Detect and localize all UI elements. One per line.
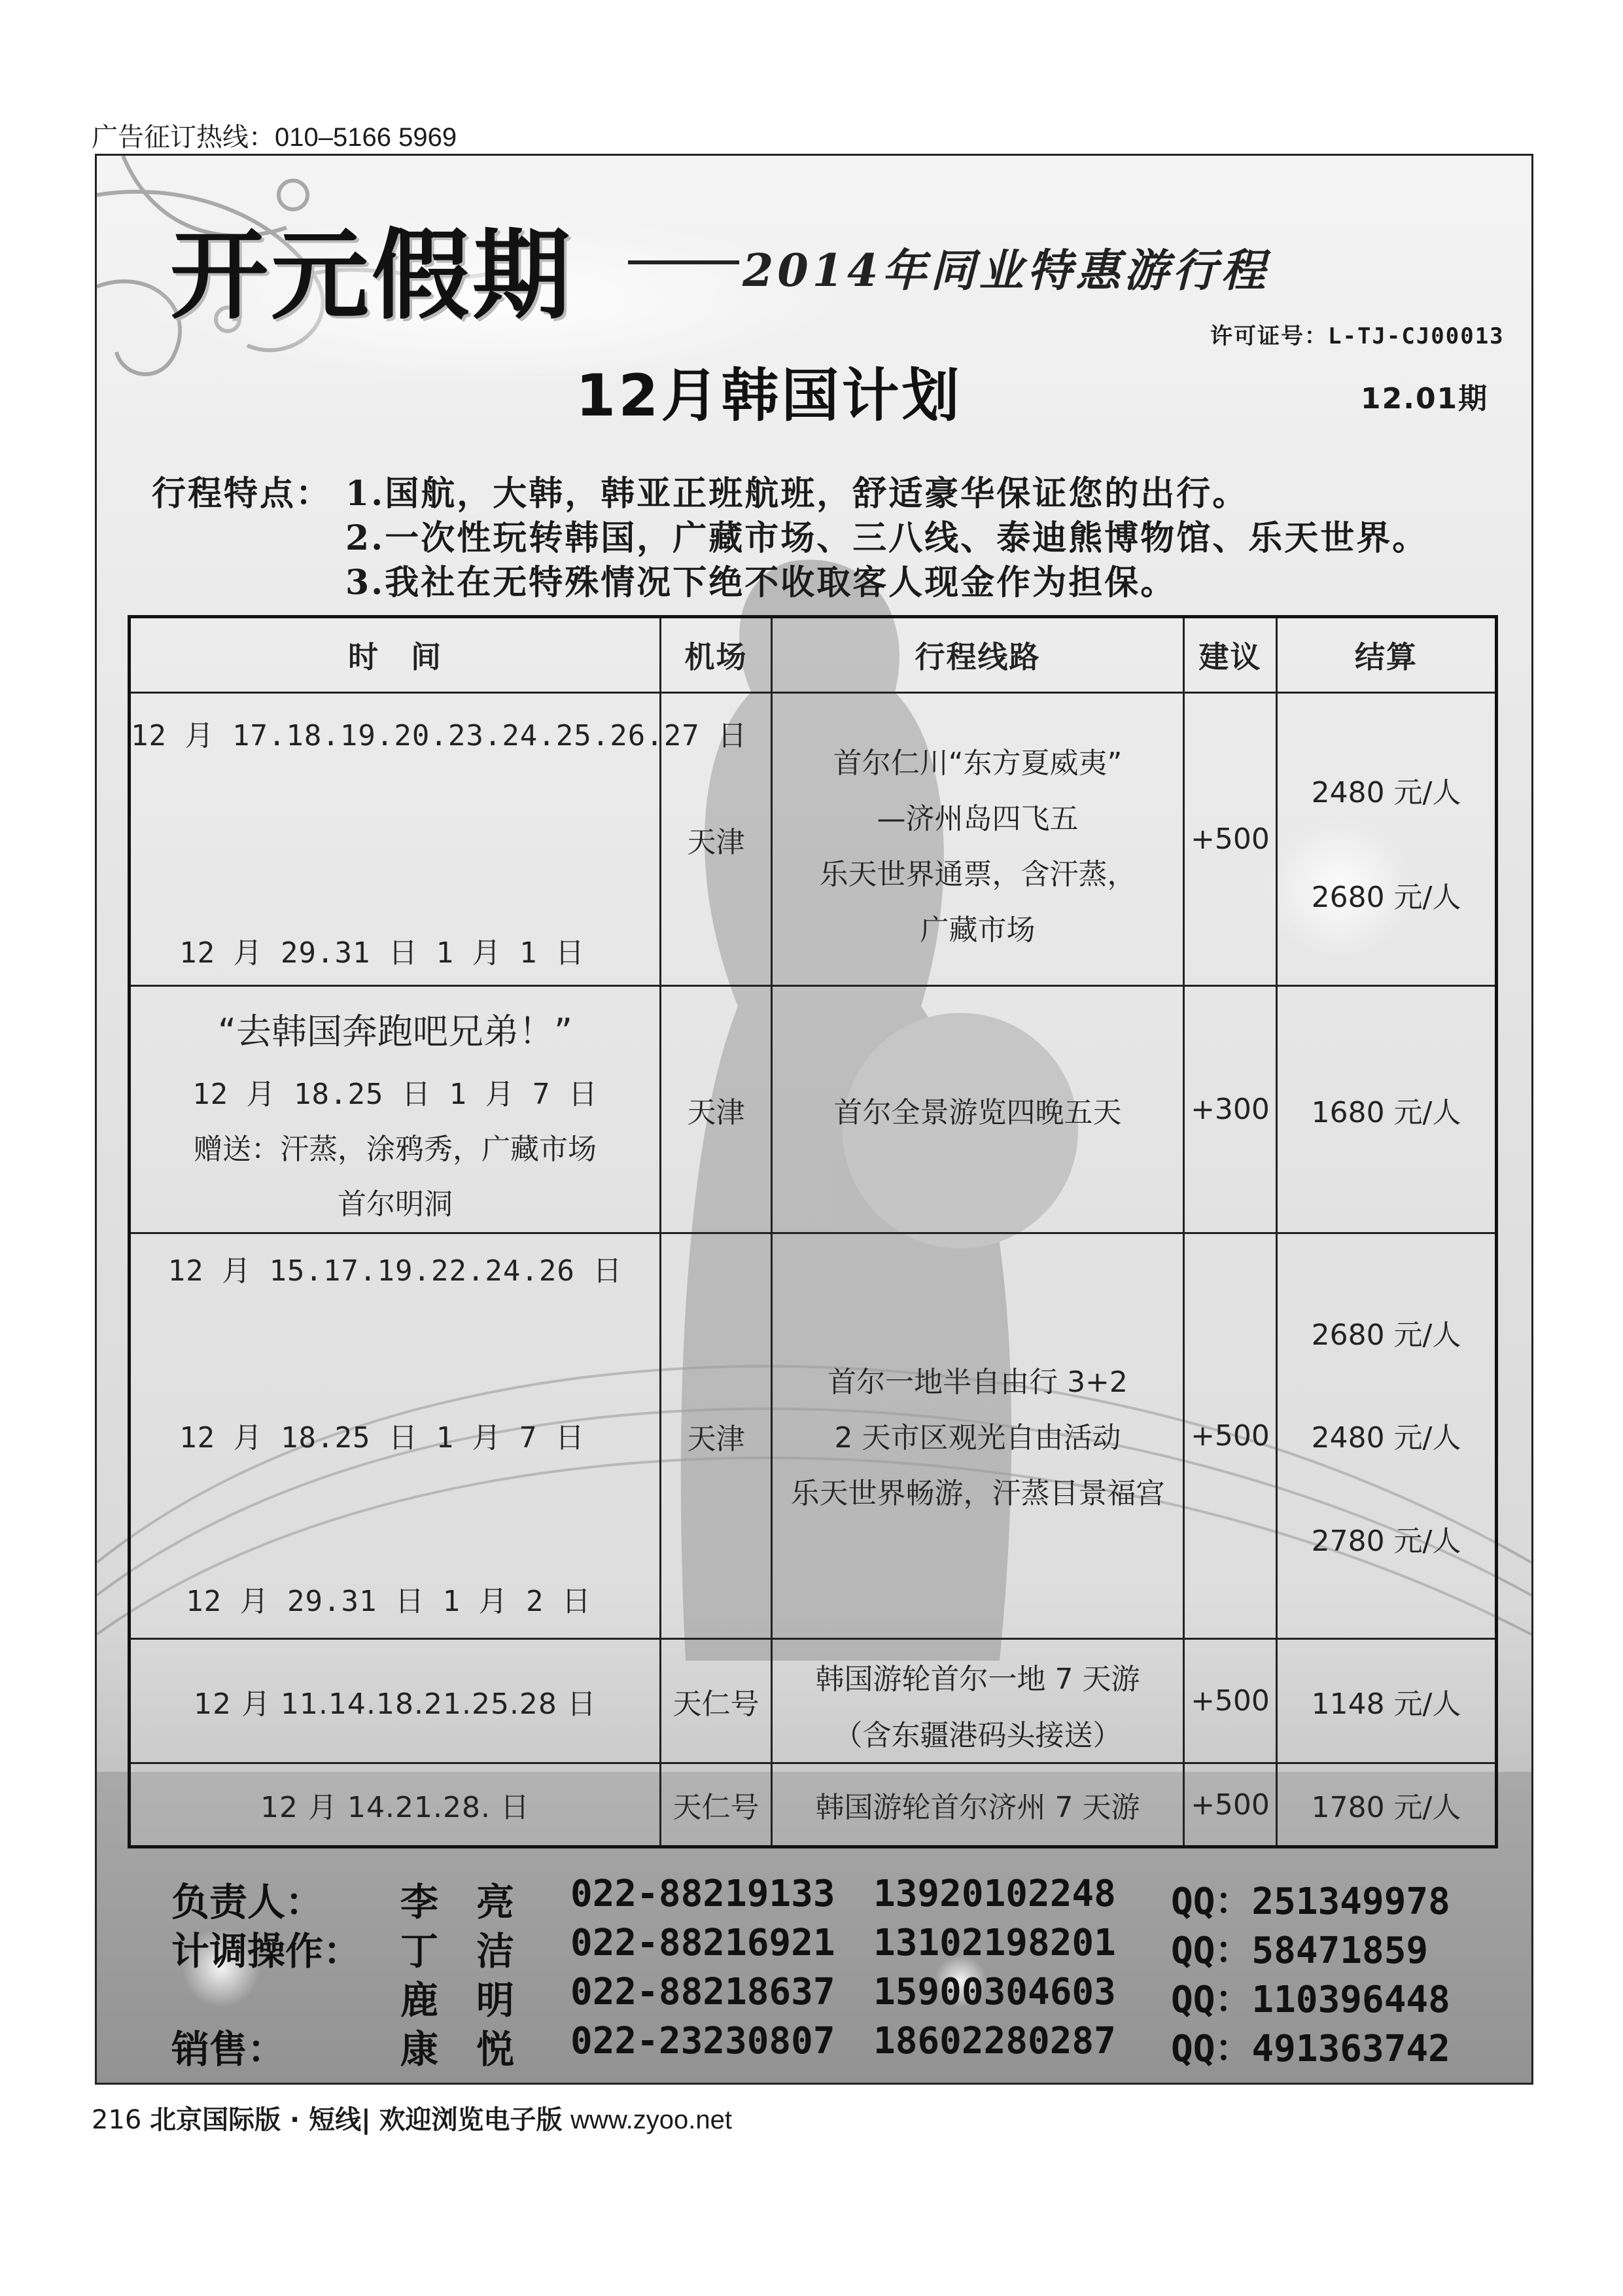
- table-row: [130, 693, 1497, 986]
- departure-dates: 12 月 15.17.19.22.24.26 日: [167, 1254, 623, 1288]
- route-line: 韩国游轮首尔济州 7 天游: [772, 1763, 1184, 1847]
- departure-dates: 12 月 11.14.18.21.25.28 日: [130, 1639, 661, 1763]
- contact-qq: QQ：58471859: [1171, 1930, 1429, 1972]
- header-suggest: 建议: [1184, 617, 1277, 693]
- airport: 天仁号: [661, 1763, 772, 1847]
- license-number: 许可证号：L-TJ-CJ00013: [1210, 323, 1505, 349]
- promo-slogan: “去韩国奔跑吧兄弟！”: [218, 1011, 572, 1052]
- header-airport: 机场: [661, 617, 772, 693]
- contact-phone: 022-88219133: [570, 1873, 835, 1915]
- contact-qq: QQ：491363742: [1171, 2028, 1450, 2070]
- suggest-markup: +500: [1184, 1233, 1277, 1639]
- airport: 天津: [661, 986, 772, 1233]
- suggest-markup: +500: [1184, 1639, 1277, 1763]
- table-row: [130, 1639, 1497, 1763]
- contact-role: 销售：: [171, 2027, 286, 2072]
- table-row: [130, 986, 1497, 1233]
- price: 2480 元/人: [1311, 1421, 1461, 1455]
- gift-note: 首尔明洞: [338, 1188, 453, 1221]
- route-line: 2 天市区观光自由活动: [834, 1421, 1121, 1455]
- table-header-row: [130, 617, 1497, 693]
- suggest-markup: +500: [1184, 1763, 1277, 1847]
- header-route: 行程线路: [772, 617, 1184, 693]
- route-line: 首尔一地半自由行 3+2: [828, 1366, 1128, 1399]
- price: 2480 元/人: [1311, 776, 1461, 809]
- route-line: 韩国游轮首尔一地 7 天游: [815, 1663, 1140, 1696]
- feature-item: 3.我社在无特殊情况下绝不收取客人现金作为担保。: [345, 563, 1177, 603]
- route-line: —济州岛四飞五: [877, 802, 1079, 836]
- table-row: [130, 1763, 1497, 1847]
- brand-title: 开元假期: [170, 218, 574, 333]
- price: 2680 元/人: [1311, 1318, 1461, 1352]
- contact-qq: QQ：110396448: [1171, 1979, 1450, 2021]
- contact-mobile: 13102198201: [873, 1922, 1116, 1964]
- departure-dates: 12 月 14.21.28. 日: [130, 1763, 661, 1847]
- welcome-text: 欢迎浏览电子版: [379, 2105, 563, 2135]
- price: 2780 元/人: [1311, 1525, 1461, 1558]
- airport: 天仁号: [661, 1639, 772, 1763]
- departure-dates: 12 月 29.31 日 1 月 1 日: [179, 936, 585, 970]
- table-row: [130, 1233, 1497, 1639]
- suggest-markup: +500: [1184, 693, 1277, 986]
- header-time: 时 间: [130, 617, 661, 693]
- title-dash: [628, 260, 739, 264]
- price: 1780 元/人: [1277, 1763, 1497, 1847]
- contact-phone: 022-88216921: [570, 1922, 835, 1964]
- contact-mobile: 18602280287: [873, 2020, 1116, 2062]
- contact-qq: QQ：251349978: [1171, 1881, 1450, 1923]
- route-line: 乐天世界通票，含汗蒸，: [819, 858, 1136, 891]
- price: 2680 元/人: [1311, 881, 1461, 914]
- contact-name: 丁 洁: [400, 1929, 515, 1973]
- feature-item: 2.一次性玩转韩国，广藏市场、三八线、泰迪熊博物馆、乐天世界。: [345, 518, 1429, 558]
- suggest-markup: +300: [1184, 986, 1277, 1233]
- departure-dates: 12 月 29.31 日 1 月 2 日: [186, 1585, 591, 1618]
- route-line: 广藏市场: [920, 913, 1036, 947]
- contact-mobile: 15900304603: [873, 1971, 1116, 2013]
- route-line: 首尔仁川“东方夏威夷”: [833, 747, 1123, 780]
- features-label: 行程特点：: [152, 474, 332, 514]
- contact-role: 负责人：: [171, 1880, 324, 1924]
- brand-subtitle: 2014年同业特惠游行程: [742, 245, 1270, 297]
- plan-title: 12月韩国计划: [576, 362, 962, 429]
- airport: 天津: [661, 693, 772, 986]
- site-link[interactable]: www.zyoo.net: [570, 2106, 732, 2134]
- price: 1680 元/人: [1277, 986, 1497, 1233]
- issue-number: 12.01期: [1361, 382, 1489, 415]
- gift-note: 赠送：汗蒸，涂鸦秀，广藏市场: [194, 1133, 597, 1166]
- edition-label: 北京国际版 · 短线|: [150, 2105, 371, 2135]
- route-line: （含东疆港码头接送）: [833, 1719, 1122, 1752]
- route-line: 首尔全景游览四晚五天: [772, 986, 1184, 1233]
- departure-dates: 12 月 18.25 日 1 月 7 日: [192, 1078, 598, 1111]
- airport: 天津: [661, 1233, 772, 1639]
- contact-name: 康 悦: [400, 2027, 515, 2072]
- contact-mobile: 13920102248: [873, 1873, 1116, 1915]
- contact-phone: 022-23230807: [570, 2020, 835, 2062]
- price: 1148 元/人: [1277, 1639, 1497, 1763]
- feature-item: 1.国航，大韩，韩亚正班航班，舒适豪华保证您的出行。: [345, 474, 1249, 514]
- header-price: 结算: [1277, 617, 1497, 693]
- page-number: 216: [92, 2105, 142, 2135]
- ad-hotline: 广告征订热线：010–5166 5969: [92, 123, 457, 152]
- schedule-table: [128, 615, 1498, 1848]
- contact-name: 鹿 明: [400, 1978, 515, 2022]
- contact-role: 计调操作：: [171, 1929, 362, 1973]
- page-footer: [92, 2099, 732, 2136]
- departure-dates: 12 月 18.25 日 1 月 7 日: [179, 1421, 585, 1455]
- contact-phone: 022-88218637: [570, 1971, 835, 2013]
- contact-name: 李 亮: [400, 1880, 515, 1924]
- departure-dates: 12 月 17.18.19.20.23.24.25.26.27 日: [131, 719, 748, 752]
- route-line: 乐天世界畅游，汗蒸目景福宫: [790, 1477, 1165, 1510]
